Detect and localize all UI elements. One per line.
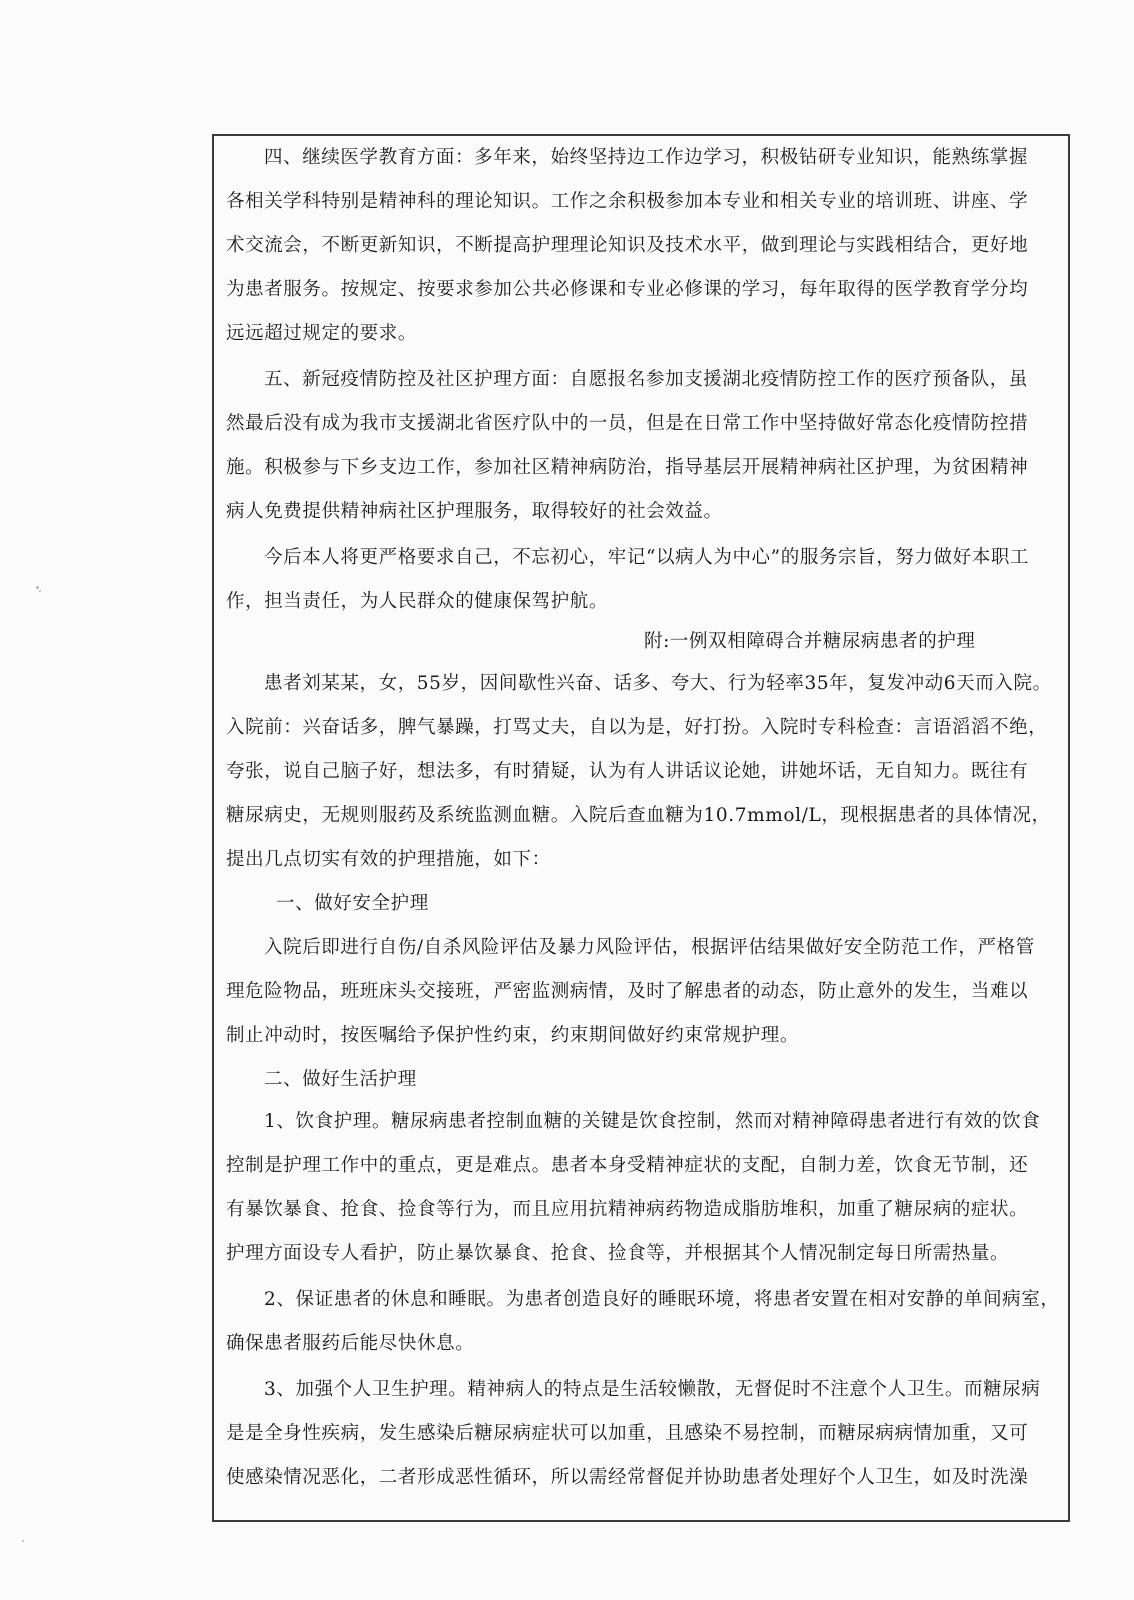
text-line: 五、新冠疫情防控及社区护理方面：自愿报名参加支援湖北疫情防控工作的医疗预备队，虽 [264,369,1029,390]
text-line: 控制是护理工作中的重点，更是难点。患者本身受精神症状的支配，自制力差，饮食无节制，还 [226,1155,1029,1176]
text-line: 各相关学科特别是精神科的理论知识。工作之余积极参加本专业和相关专业的培训班、讲座、学 [226,191,1029,212]
text-line: 术交流会，不断更新知识，不断提高护理理论知识及技术水平，做到理论与实践相结合，更好地 [226,235,1029,256]
text-line: 确保患者服药后能尽快休息。 [226,1333,475,1354]
appendix-title: 附:一例双相障碍合并糖尿病患者的护理 [644,631,976,652]
text-line: 今后本人将更严格要求自己，不忘初心，牢记“以病人为中心”的服务宗旨，努力做好本职工 [264,547,1030,568]
text-line: 理危险物品，班班床头交接班，严密监测病情，及时了解患者的动态，防止意外的发生，当难以 [226,981,1029,1002]
text-line: 糖尿病史，无规则服药及系统监测血糖。入院后查血糖为10.7mmol/L，现根据患者的具体情况， [226,805,1051,826]
text-line: 病人免费提供精神病社区护理服务，取得较好的社会效益。 [226,501,723,522]
text-line: 制止冲动时，按医嘱给予保护性约束，约束期间做好约束常规护理。 [226,1025,800,1046]
text-line: 远远超过规定的要求。 [226,323,418,344]
text-line: 夸张，说自己脑子好，想法多，有时猜疑，认为有人讲话议论她，讲她坏话，无自知力。既往有 [226,761,1029,782]
paper-speck [36,586,39,589]
text-line: 1、饮食护理。糖尿病患者控制血糖的关键是饮食控制，然而对精神障碍患者进行有效的饮食 [264,1111,1041,1132]
text-line: 护理方面设专人看护，防止暴饮暴食、抢食、捡食等，并根据其个人情况制定每日所需热量。 [226,1243,1010,1264]
text-line: 入院前：兴奋话多，脾气暴躁，打骂丈夫，自以为是，好打扮。入院时专科检查：言语滔滔不绝， [226,717,1048,738]
paper-speck [39,590,41,592]
section-heading: 一、做好安全护理 [276,893,429,914]
text-line: 患者刘某某，女，55岁，因间歇性兴奋、话多、夸大、行为轻率35年，复发冲动6天而入院。 [264,673,1052,694]
section-heading: 二、做好生活护理 [264,1069,417,1090]
text-line: 3、加强个人卫生护理。精神病人的特点是生活较懒散，无督促时不注意个人卫生。而糖尿病 [264,1379,1041,1400]
text-line: 为患者服务。按规定、按要求参加公共必修课和专业必修课的学习，每年取得的医学教育学分均 [226,279,1029,300]
text-line: 入院后即进行自伤/自杀风险评估及暴力风险评估，根据评估结果做好安全防范工作，严格管 [264,937,1035,958]
text-line: 使感染情况恶化，二者形成恶性循环，所以需经常督促并协助患者处理好个人卫生，如及时洗澡 [226,1467,1029,1488]
text-line: 有暴饮暴食、抢食、捡食等行为，而且应用抗精神病药物造成脂肪堆积，加重了糖尿病的症状。 [226,1199,1029,1220]
text-line: 2、保证患者的休息和睡眠。为患者创造良好的睡眠环境，将患者安置在相对安静的单间病室， [264,1289,1060,1310]
text-line: 四、继续医学教育方面：多年来，始终坚持边工作边学习，积极钻研专业知识，能熟练掌握 [264,147,1029,168]
text-line: 施。积极参与下乡支边工作，参加社区精神病防治，指导基层开展精神病社区护理，为贫困精神 [226,457,1029,478]
text-line: 然最后没有成为我市支援湖北省医疗队中的一员，但是在日常工作中坚持做好常态化疫情防控措 [226,413,1029,434]
text-line: 是是全身性疾病，发生感染后糖尿病症状可以加重，且感染不易控制，而糖尿病病情加重，又可 [226,1423,1029,1444]
text-line: 提出几点切实有效的护理措施，如下： [226,849,551,870]
text-line: 作，担当责任，为人民群众的健康保驾护航。 [226,591,609,612]
paper-speck [22,1540,24,1542]
